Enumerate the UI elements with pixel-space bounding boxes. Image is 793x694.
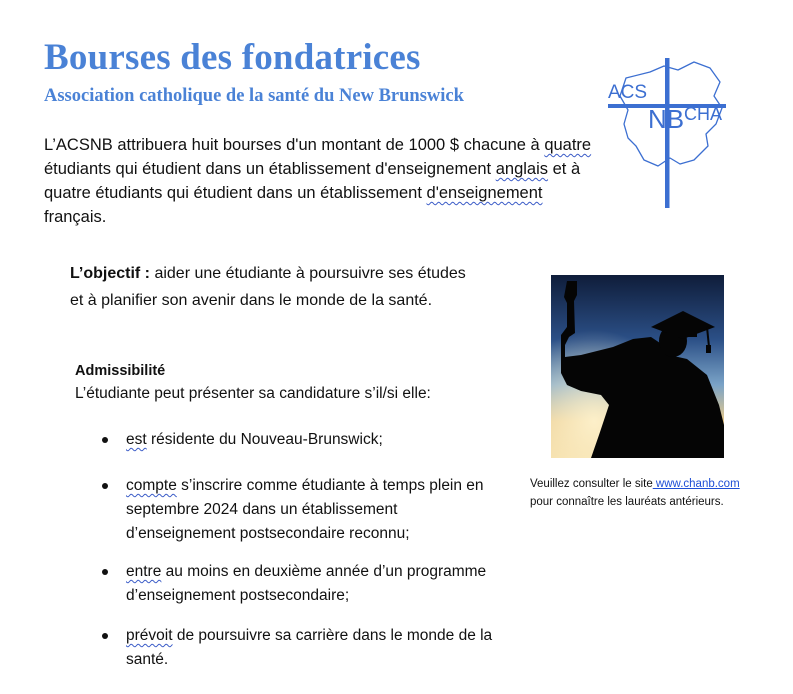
- caption-text-2: pour connaître les lauréats antérieurs.: [530, 496, 724, 508]
- list-item: [100, 474, 510, 546]
- page-subtitle: Association catholique de la santé du New Brunswick: [44, 86, 464, 106]
- list-item-text: s’inscrire comme étudiante à temps plein en septembre 2024 dans un établissement d’enseignement postsecondaire reconnu;: [126, 477, 484, 542]
- acsnb-logo: [598, 48, 738, 210]
- graduate-silhouette-image: [551, 275, 724, 458]
- list-item: [100, 560, 510, 608]
- caption: [530, 475, 770, 511]
- list-item-text: résidente du Nouveau-Brunswick;: [146, 431, 383, 448]
- bullet-icon: [102, 437, 108, 443]
- list-item-first-word: entre: [126, 563, 162, 580]
- list-item-first-word: est: [126, 431, 147, 448]
- chanb-link[interactable]: www.chanb.com: [652, 478, 740, 490]
- intro-text-1: L’ACSNB attribuera huit bourses d'un montant de 1000 $ chacune à: [44, 136, 545, 154]
- objective-paragraph: [70, 261, 470, 314]
- intro-word-quatre: quatre: [544, 136, 592, 154]
- intro-paragraph: [44, 133, 604, 229]
- list-item: [100, 624, 510, 672]
- eligibility-heading: Admissibilité: [75, 363, 166, 379]
- bullet-icon: [102, 633, 108, 639]
- list-item-first-word: prévoit: [126, 627, 173, 644]
- intro-word-enseignement: d'enseignement: [426, 184, 543, 202]
- objective-label: L’objectif :: [70, 265, 150, 282]
- graduate-photo: [551, 275, 724, 458]
- list-item-text: au moins en deuxième année d’un programme d’enseignement postsecondaire;: [126, 563, 487, 604]
- intro-word-anglais: anglais: [495, 160, 549, 178]
- bullet-icon: [102, 569, 108, 575]
- logo-text-nb: NB: [648, 104, 685, 134]
- intro-text-2: étudiants qui étudient dans un établissement d'enseignement: [44, 160, 496, 178]
- objective-text: aider une étudiante à poursuivre ses études et à planifier son avenir dans le monde de la santé.: [70, 265, 466, 309]
- logo-text-acs: ACS: [608, 82, 648, 103]
- list-item: [100, 428, 510, 452]
- list-item-text: de poursuivre sa carrière dans le monde de la santé.: [126, 627, 493, 668]
- logo-text-cha: CHA: [684, 104, 723, 124]
- bullet-icon: [102, 483, 108, 489]
- eligibility-list: [100, 428, 510, 694]
- page-title: Bourses des fondatrices: [44, 37, 421, 78]
- logo-graphic: [598, 48, 738, 210]
- intro-text-3: et à quatre étudiants qui étudient dans un établissement: [44, 160, 581, 202]
- eligibility-intro: L’étudiante peut présenter sa candidature s’il/si elle:: [75, 385, 431, 402]
- caption-text: Veuillez consulter le site: [530, 478, 653, 490]
- intro-text-4: français.: [44, 208, 107, 226]
- list-item-first-word: compte: [126, 477, 177, 494]
